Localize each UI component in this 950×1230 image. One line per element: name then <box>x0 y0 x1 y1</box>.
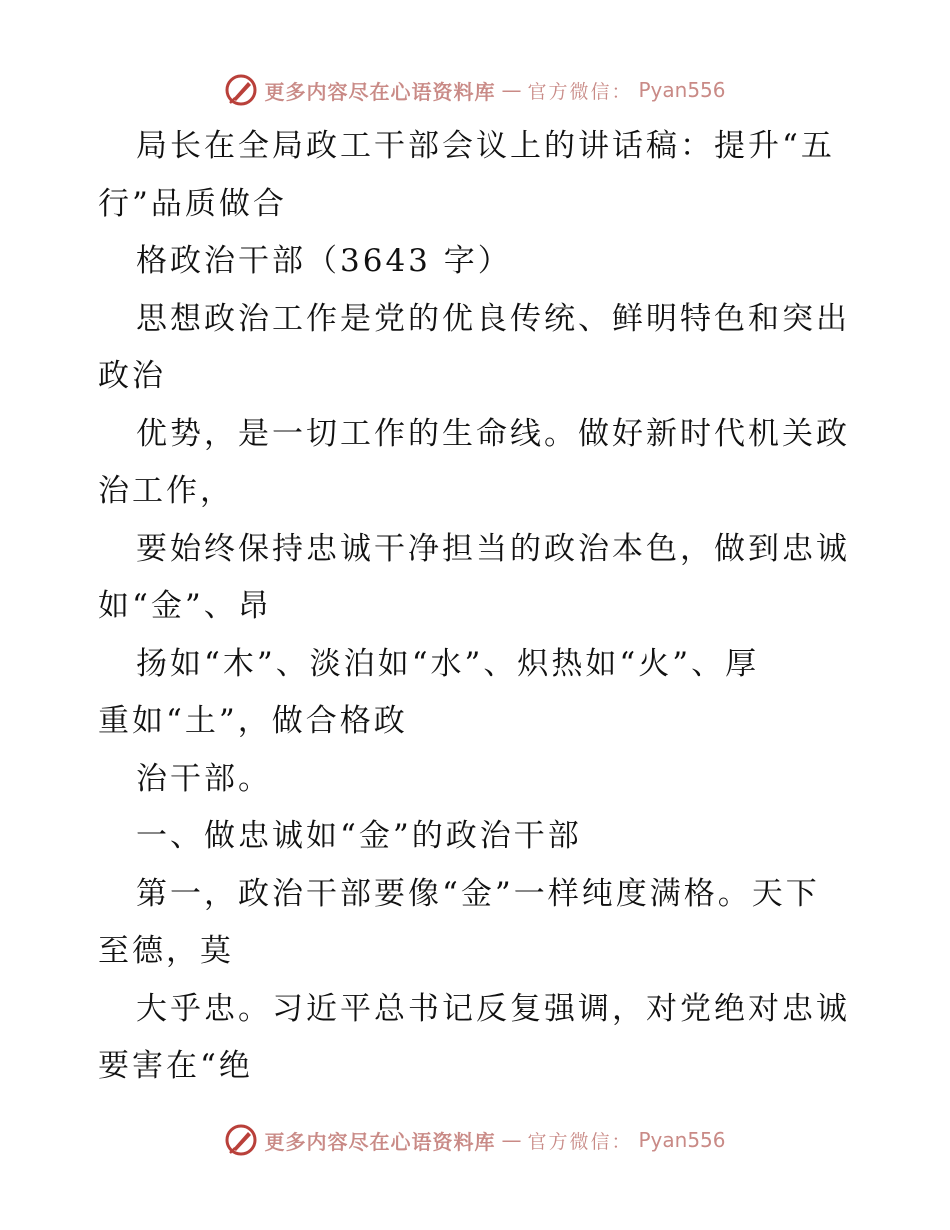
document-body <box>98 118 858 1096</box>
watermark-brand: 更多内容尽在心语资料库 <box>264 1129 496 1154</box>
text-line: 治干部。 <box>136 760 272 797</box>
watermark-id: Pyan556 <box>638 78 726 102</box>
text-line: 至德，莫 <box>98 933 234 969</box>
text-line: 扬如“木”、淡泊如“水”、炽热如“火”、厚 <box>136 645 760 682</box>
footer-watermark <box>0 1120 950 1160</box>
watermark-official: 官方微信： <box>527 1130 633 1153</box>
text-line: 治工作， <box>98 473 234 509</box>
text-line: 局长在全局政工干部会议上的讲话稿：提升“五 <box>136 128 835 164</box>
text-line: 优势，是一切工作的生命线。做好新时代机关政 <box>136 415 850 452</box>
text-line: 思想政治工作是党的优良传统、鲜明特色和突出 <box>136 300 850 337</box>
text-line: 行”品质做合 <box>98 185 287 222</box>
text-line: 要害在“绝 <box>98 1048 253 1084</box>
text-line: 一、做忠诚如“金”的政治干部 <box>136 818 582 854</box>
header-watermark <box>0 70 950 110</box>
watermark-official: 官方微信： <box>527 80 633 103</box>
text-line: 大乎忠。习近平总书记反复强调，对党绝对忠诚 <box>136 990 850 1027</box>
text-line: 重如“土”，做合格政 <box>98 703 408 739</box>
watermark-dash: — <box>501 1128 522 1152</box>
watermark-brand: 更多内容尽在心语资料库 <box>264 79 496 104</box>
text-line: 格政治干部（3643 字） <box>136 243 512 279</box>
text-line: 如“金”、昂 <box>98 588 272 624</box>
watermark-id: Pyan556 <box>638 1128 726 1152</box>
text-line: 政治 <box>98 358 166 394</box>
text-line: 要始终保持忠诚干净担当的政治本色，做到忠诚 <box>136 530 850 567</box>
quill-logo-icon <box>224 73 258 107</box>
watermark-dash: — <box>501 78 522 102</box>
quill-logo-icon <box>224 1123 258 1157</box>
text-line: 第一，政治干部要像“金”一样纯度满格。天下 <box>136 875 820 912</box>
